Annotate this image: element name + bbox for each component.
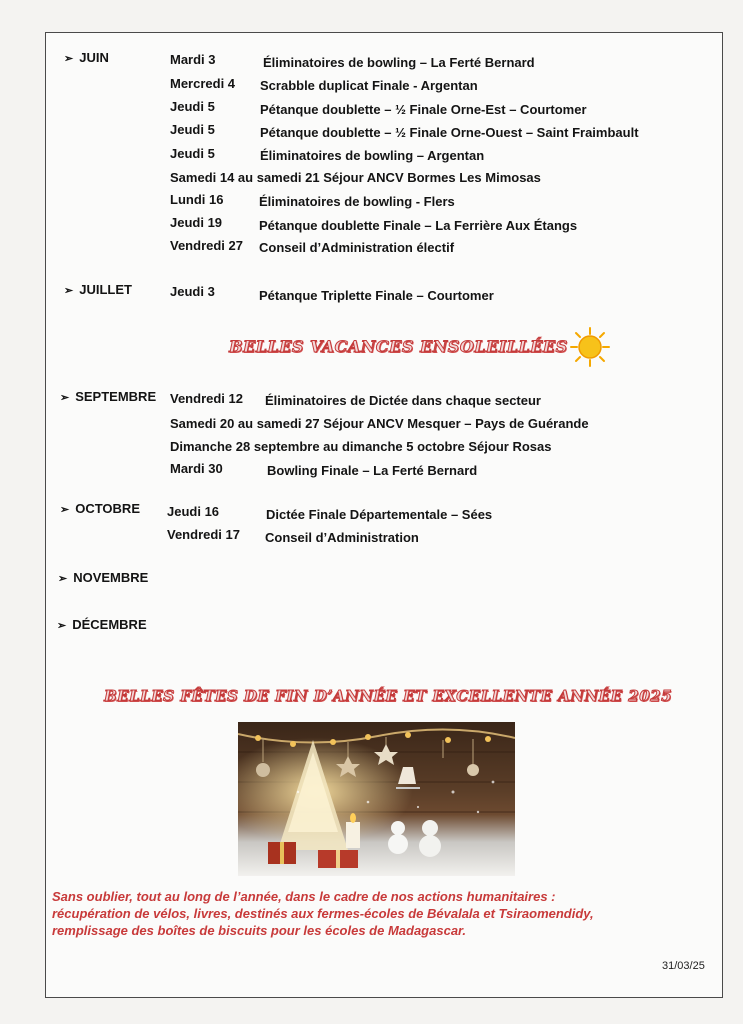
christmas-photo — [238, 722, 515, 876]
bullet-arrow-icon: ➢ — [64, 285, 74, 297]
day-label: Lundi 16 — [170, 192, 224, 207]
event-label: Dimanche 28 septembre au dimanche 5 octobre Séjour Rosas — [170, 439, 552, 454]
event-label: Pétanque doublette Finale – La Ferrière Aux Étangs — [259, 218, 578, 233]
bullet-arrow-icon: ➢ — [64, 53, 74, 65]
event-label: Conseil d’Administration — [265, 530, 419, 545]
footer-note — [52, 888, 692, 939]
month-novembre — [58, 570, 148, 585]
month-label: JUIN — [79, 50, 109, 65]
day-label: Jeudi 19 — [170, 215, 223, 230]
month-juillet — [64, 282, 132, 297]
event-label: Pétanque Triplette Finale – Courtomer — [259, 288, 494, 303]
bullet-arrow-icon: ➢ — [58, 573, 68, 585]
footer-line-3: remplissage des boîtes de biscuits pour les écoles de Madagascar. — [52, 923, 467, 938]
event-label: Éliminatoires de bowling – Argentan — [260, 148, 485, 163]
month-octobre — [60, 501, 140, 516]
day-label: Vendredi 12 — [170, 391, 243, 406]
sun-icon — [570, 327, 610, 367]
month-label: DÉCEMBRE — [72, 617, 147, 632]
bullet-arrow-icon: ➢ — [60, 504, 70, 516]
day-label: Jeudi 16 — [167, 504, 220, 519]
event-label: Conseil d’Administration électif — [259, 240, 455, 255]
day-label: Vendredi 17 — [167, 527, 240, 542]
day-label: Mercredi 4 — [170, 76, 236, 91]
event-label: Pétanque doublette – ½ Finale Orne-Est – Courtomer — [260, 102, 587, 117]
summer-banner: BELLES VACANCES ENSOLEILLÉES — [229, 337, 568, 356]
month-decembre — [57, 617, 147, 632]
event-label: Éliminatoires de bowling – La Ferté Bernard — [263, 55, 535, 70]
month-label: NOVEMBRE — [73, 570, 149, 585]
month-label: OCTOBRE — [75, 501, 140, 516]
event-label: Dictée Finale Départementale – Sées — [266, 507, 493, 522]
month-label: SEPTEMBRE — [75, 389, 157, 404]
christmas-scene-illustration — [238, 722, 515, 876]
month-label: JUILLET — [79, 282, 132, 297]
winter-banner: BELLES FÊTES DE FIN D’ANNÉE ET EXCELLENTE ANNÉE 2025 — [104, 687, 673, 705]
footer-line-1: Sans oublier, tout au long de l’année, dans le cadre de nos actions humanitaires : — [52, 889, 556, 904]
day-label: Jeudi 3 — [170, 284, 215, 299]
event-label: Samedi 14 au samedi 21 Séjour ANCV Bormes Les Mimosas — [170, 170, 541, 185]
month-juin — [64, 50, 109, 65]
event-label: Pétanque doublette – ½ Finale Orne-Ouest – Saint Fraimbault — [260, 125, 639, 140]
day-label: Vendredi 27 — [170, 238, 243, 253]
date-stamp: 31/03/25 — [662, 960, 705, 972]
day-label: Jeudi 5 — [170, 99, 215, 114]
event-label: Éliminatoires de bowling - Flers — [259, 194, 455, 209]
day-label: Mardi 30 — [170, 461, 223, 476]
day-label: Mardi 3 — [170, 52, 216, 67]
bullet-arrow-icon: ➢ — [57, 620, 67, 632]
month-septembre — [60, 389, 156, 404]
event-label: Éliminatoires de Dictée dans chaque secteur — [265, 393, 541, 408]
day-label: Jeudi 5 — [170, 146, 215, 161]
event-label: Scrabble duplicat Finale - Argentan — [260, 78, 478, 93]
event-label: Samedi 20 au samedi 27 Séjour ANCV Mesquer – Pays de Guérande — [170, 416, 589, 431]
bullet-arrow-icon: ➢ — [60, 392, 70, 404]
event-label: Bowling Finale – La Ferté Bernard — [267, 463, 478, 478]
footer-line-2: récupération de vélos, livres, destinés aux fermes-écoles de Bévalala et Tsiraomendidy, — [52, 906, 594, 921]
day-label: Jeudi 5 — [170, 122, 215, 137]
